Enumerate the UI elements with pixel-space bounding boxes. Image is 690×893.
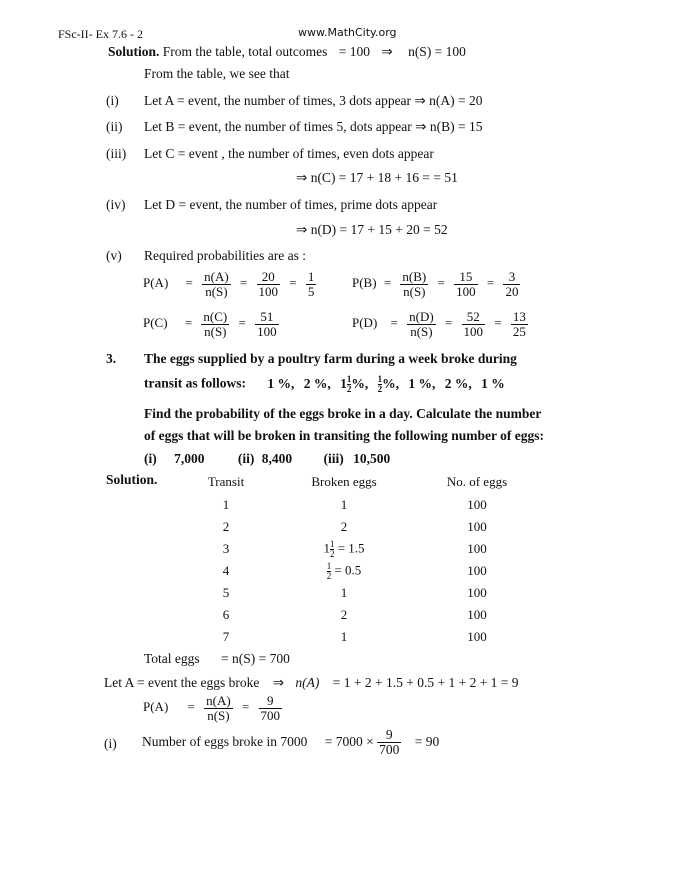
required-probabilities: Required probabilities are as : (144, 248, 306, 263)
n-a-value: = 1 + 2 + 1.5 + 0.5 + 1 + 2 + 1 = 9 (332, 675, 519, 690)
prob-d-frac3: $\frac{13}{25}$ (512, 309, 526, 339)
total-eggs-label: Total eggs (144, 651, 200, 666)
question-number: 3. (106, 351, 117, 366)
rate-6: 2 %, (444, 375, 472, 391)
solution-text: From the table, total outcomes (162, 44, 328, 59)
site-url: www.MathCity.org (298, 26, 397, 39)
cell-broken: $\frac{1}{2}$ = 0.5 (326, 560, 362, 581)
part-ii-label: (ii) (237, 451, 255, 466)
prob-a-frac: $\frac{n(A)}{n(S)}$ (204, 269, 229, 299)
cell-broken: 2 (340, 607, 348, 622)
solution-2-label: Solution. (106, 472, 158, 487)
event-label: (v) (106, 248, 122, 263)
cell-eggs: 100 (467, 541, 487, 556)
find-line-2: of eggs that will be broken in transiting the following number of eggs: (144, 428, 545, 443)
solution-label: Solution. (108, 44, 160, 59)
part-i-text: Number of eggs broke in 7000 (142, 733, 308, 749)
table-row (165, 582, 553, 604)
cell-broken: 1 (340, 629, 348, 644)
question-line-2 (144, 375, 505, 394)
prob-d-frac2: $\frac{52}{100}$ (463, 309, 484, 339)
p-a-frac: $\frac{n(A)}{n(S)}$ (206, 693, 231, 723)
question-line-1: The eggs supplied by a poultry farm during a week broke during (144, 351, 517, 366)
cell-transit: 7 (222, 629, 230, 644)
cell-transit: 3 (222, 541, 230, 556)
header-transit: Transit (207, 474, 245, 489)
n-s: n(S) = 100 (408, 44, 466, 59)
cell-eggs: 100 (467, 519, 487, 534)
prob-c-frac2: $\frac{51}{100}$ (257, 309, 277, 339)
prob-d-lhs: P(D) (352, 315, 378, 331)
part-i-eq: = 7000 × (324, 733, 374, 749)
transit-as-follows: transit as follows: (144, 375, 246, 391)
implies-arrow: ⇒ (381, 44, 393, 60)
event-a-line (104, 675, 519, 691)
prob-a-lhs: P(A) (143, 275, 169, 291)
part-i-result: = 90 (414, 733, 440, 749)
prob-b-frac: $\frac{n(B)}{n(S)}$ (402, 269, 427, 299)
event-label: (i) (106, 93, 119, 108)
rate-4: $\frac{1}{2}$ %, (377, 374, 399, 394)
event-a-def: Let A = event the eggs broke (104, 675, 260, 690)
total-eggs-line (144, 651, 290, 667)
n-a: n(A) (295, 675, 320, 690)
total-eggs-value: = n(S) = 700 (221, 651, 290, 666)
table-row (165, 494, 553, 516)
table-row (165, 560, 553, 582)
question-parts (144, 451, 390, 467)
prob-a: P(A) = $\frac{n(A)}{n(S)}$ = $\frac{20}{100}$ = $\frac{1}{5}$ (143, 269, 315, 299)
table-row (165, 626, 553, 648)
part-iii-value: 10,500 (353, 451, 391, 466)
event-c-result-line (296, 170, 458, 186)
table-row (165, 604, 553, 626)
part-i-frac: $\frac{9}{700}$ (379, 727, 400, 758)
implies-arrow: ⇒ (415, 119, 427, 135)
p-a-frac2: $\frac{9}{700}$ (260, 693, 281, 723)
prob-a-frac2: $\frac{20}{100}$ (258, 269, 279, 299)
rate-2: 2 %, (303, 375, 331, 391)
cell-broken: 1 (340, 585, 348, 600)
event-d-result: n(D) = 17 + 15 + 20 = 52 (310, 222, 448, 237)
prob-b-frac2: $\frac{15}{100}$ (456, 269, 476, 299)
implies-arrow: ⇒ (296, 222, 308, 238)
event-text (144, 119, 482, 135)
implies-arrow: ⇒ (296, 170, 308, 186)
cell-transit: 6 (222, 607, 230, 622)
prob-d: P(D) = $\frac{n(D)}{n(S)}$ = $\frac{52}{100}$ = $\frac{13}{25}$ (352, 309, 526, 339)
total-outcomes: = 100 (338, 44, 370, 59)
prob-c-lhs: P(C) (143, 315, 168, 331)
table-row (165, 538, 553, 560)
cell-broken: 2 (340, 519, 348, 534)
cell-transit: 5 (222, 585, 230, 600)
event-c-text: Let C = event , the number of times, even dots appear (144, 146, 434, 161)
part-ii-value: 8,400 (261, 451, 293, 466)
implies-arrow: ⇒ (414, 93, 426, 109)
rate-3: 1 $\frac{1}{2}$ %, (340, 374, 369, 394)
part-i-label: (i) (144, 451, 157, 466)
event-label: (ii) (106, 119, 123, 134)
cell-eggs: 100 (467, 497, 487, 512)
part-i-line (142, 728, 439, 757)
event-d-result-line (296, 222, 448, 238)
part-iii-label: (iii) (323, 451, 344, 466)
cell-eggs: 100 (467, 607, 487, 622)
part-i-value: 7,000 (174, 451, 205, 466)
p-a-line: P(A) = $\frac{n(A)}{n(S)}$ = $\frac{9}{700}$ (143, 693, 281, 723)
cell-broken: 1 (340, 497, 348, 512)
implies-arrow: ⇒ (272, 675, 285, 691)
rate-5: 1 %, (408, 375, 436, 391)
find-line-1: Find the probability of the eggs broke in a day. Calculate the number (144, 406, 542, 421)
rate-7: 1 % (481, 375, 505, 391)
cell-transit: 4 (222, 563, 230, 578)
solution-1-line (108, 44, 466, 60)
event-d-text: Let D = event, the number of times, prime dots appear (144, 197, 438, 212)
event-text (144, 93, 482, 109)
rate-1: 1 %, (267, 375, 295, 391)
cell-broken: 1 $\frac{1}{2}$ = 1.5 (323, 538, 365, 559)
prob-c: P(C) = $\frac{n(C)}{n(S)}$ = $\frac{51}{100}$ (143, 309, 277, 339)
header-eggs: No. of eggs (446, 474, 508, 489)
p-a-lhs: P(A) (143, 699, 169, 715)
cell-eggs: 100 (467, 563, 487, 578)
table-header-row (165, 470, 553, 494)
table-row (165, 516, 553, 538)
header-broken: Broken eggs (311, 474, 377, 489)
eggs-table (165, 470, 553, 648)
event-label: (iv) (106, 197, 126, 212)
prob-a-frac3: $\frac{1}{5}$ (307, 269, 315, 299)
prob-b-lhs: P(B) (352, 275, 377, 291)
prob-d-frac: $\frac{n(D)}{n(S)}$ (409, 309, 434, 339)
event-label: (iii) (106, 146, 127, 161)
event-a-text: Let A = event, the number of times, 3 dots appear (144, 93, 412, 108)
prob-c-frac: $\frac{n(C)}{n(S)}$ (203, 309, 228, 339)
see-text: From the table, we see that (144, 66, 290, 81)
event-a-result: n(A) = 20 (429, 93, 483, 108)
prob-b: P(B) = $\frac{n(B)}{n(S)}$ = $\frac{15}{100}$ = $\frac{3}{20}$ (352, 269, 519, 299)
event-b-result: n(B) = 15 (429, 119, 483, 134)
cell-transit: 2 (222, 519, 230, 534)
event-c-result: n(C) = 17 + 18 + 16 = = 51 (310, 170, 458, 185)
cell-eggs: 100 (467, 585, 487, 600)
page-header: FSc-II- Ex 7.6 - 2 (58, 27, 143, 41)
prob-b-frac3: $\frac{3}{20}$ (505, 269, 519, 299)
part-i-label: (i) (104, 736, 117, 751)
cell-transit: 1 (222, 497, 230, 512)
event-b-text: Let B = event, the number of times 5, dots appear (144, 119, 412, 134)
cell-eggs: 100 (467, 629, 487, 644)
